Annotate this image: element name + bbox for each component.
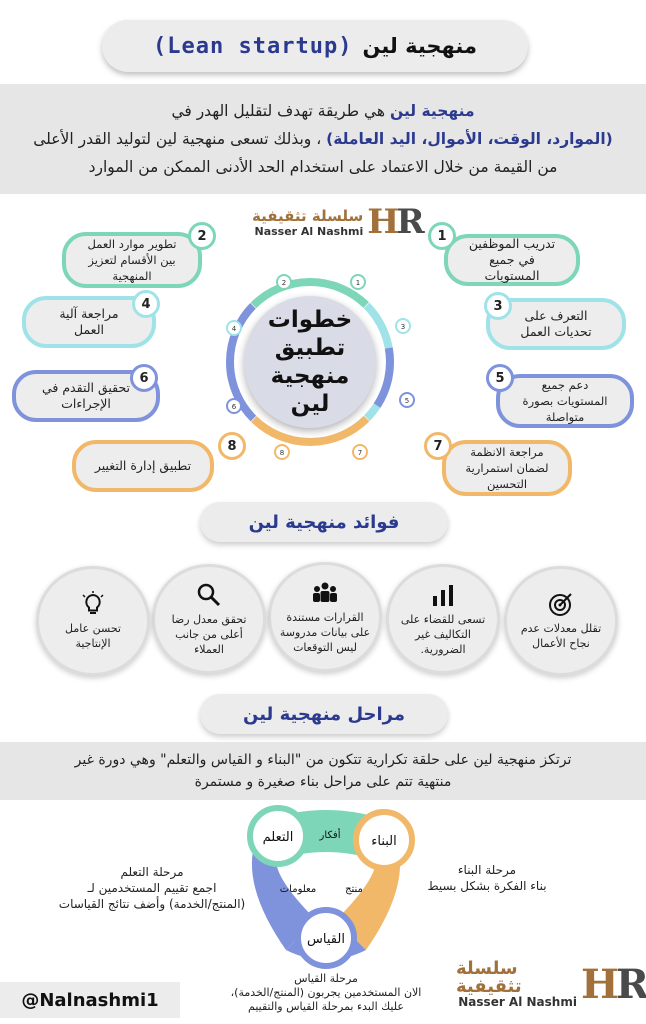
benefit-1-text: تقلل معدلات عدم نجاح الأعمال (520, 622, 602, 650)
measure-description: مرحلة القياس الان المستخدمين يجربون (المنتج/الخدمة)، عليك البدء بمرحلة القياس والتقييم (230, 972, 422, 1013)
step-2 (62, 232, 202, 288)
stages-intro-line-2: منتهية تتم على مراحل بناء صغيرة و مستمرة (194, 774, 452, 790)
bottom-logo-english: Nasser Al Nashmi (458, 995, 577, 1009)
intro-highlight-1: منهجية لين (390, 102, 475, 120)
logo-arabic: سلسلة تثقيفية (252, 206, 364, 225)
lightbulb-icon (80, 591, 106, 617)
top-logo (252, 202, 422, 242)
people-icon (312, 580, 338, 606)
intro-line-3: من القيمة من خلال الاعتماد على استخدام الحد الأدنى الممكن من الموارد (88, 158, 558, 176)
step-1-text: تدريب الموظفين في جميع المستويات (468, 236, 556, 283)
stages-title: مراحل منهجية لين (200, 694, 448, 734)
step-4-number: 4 (132, 290, 160, 318)
step-1-number: 1 (428, 222, 456, 250)
benefit-3 (268, 562, 382, 672)
build-label: البناء (371, 834, 397, 849)
step-3-text: التعرف على تحديات العمل (520, 308, 592, 339)
benefits-title: فوائد منهجية لين (200, 502, 448, 542)
step-8-text: تطبيق إدارة التغيير (94, 458, 192, 473)
benefit-1 (504, 566, 618, 676)
logo-english: Nasser Al Nashmi (254, 224, 364, 238)
intro-line-1 (171, 99, 474, 123)
step-5-text: دعم جميع المستويات بصورة متواصلة (522, 378, 608, 424)
step-7-text: مراجعة الانظمة لضمان استمرارية التحسين (465, 445, 549, 491)
learn-description: مرحلة التعلم اجمع تقييم المستخدمين لـ (المنتج/الخدمة) وأضف نتائج القياسات (58, 865, 246, 911)
ideas-label: أفكار (319, 830, 341, 841)
intro-band (0, 84, 646, 194)
benefit-4-text: تحقق معدل رضا أعلى من جانب العملاء (171, 612, 247, 656)
title-pill (102, 20, 528, 72)
step-2-number: 2 (188, 222, 216, 250)
step-8-number: 8 (218, 432, 246, 460)
benefit-2 (386, 564, 500, 674)
measure-label: القياس (307, 932, 345, 947)
step-8 (72, 440, 214, 492)
title-arabic: منهجية لين (362, 34, 477, 58)
bar-chart-icon (430, 582, 456, 608)
search-icon (196, 582, 222, 608)
step-5 (496, 374, 634, 428)
title-english: (Lean startup) (153, 33, 353, 59)
hr-logo-icon: HR (367, 202, 422, 242)
ring-marker-5-label: 5 (404, 397, 410, 405)
product-label: منتج (345, 884, 363, 895)
benefit-5 (36, 566, 150, 676)
benefit-3-text: القرارات مستندة على بيانات مدروسة ليس التوقعات (279, 610, 371, 654)
ring-marker-6-label: 6 (231, 403, 237, 411)
social-handle: @Nalnashmi1 (0, 982, 180, 1018)
step-1 (444, 234, 580, 286)
stages-band (0, 742, 646, 800)
intro-text-2: ، وبذلك تسعى منهجية لين لتوليد القدر الأعلى (33, 130, 327, 148)
build-description: مرحلة البناء بناء الفكرة بشكل بسيط (427, 863, 547, 893)
step-5-number: 5 (486, 364, 514, 392)
step-4-text: مراجعة آلية العمل (59, 306, 119, 337)
benefit-4 (152, 564, 266, 674)
center-title: خطوات تطبيق منهجية لين (267, 307, 353, 417)
step-7 (442, 440, 572, 496)
target-icon (548, 591, 574, 617)
bottom-hr-logo-icon: HR (580, 961, 646, 1008)
ring-marker-1-label: 1 (355, 279, 361, 287)
step-3-number: 3 (484, 292, 512, 320)
intro-highlight-2: (الموارد، الوقت، الأموال، اليد العاملة) (326, 130, 613, 148)
ring-marker-4-label: 4 (231, 325, 237, 333)
ring-marker-3-label: 3 (400, 323, 406, 331)
stages-intro-line-1: ترتكز منهجية لين على حلقة تكرارية تتكون من "البناء و القياس والتعلم" وهي دورة غير (74, 752, 572, 768)
step-6-text: تحقيق التقدم في الإجراءات (41, 380, 131, 411)
benefit-5-text: تحسن عامل الإنتاجية (65, 622, 121, 650)
benefit-2-text: تسعى للقضاء على التكاليف غير الضرورية. (400, 612, 486, 656)
bottom-logo (456, 960, 646, 1009)
step-6-number: 6 (130, 364, 158, 392)
ring-marker-8-label: 8 (279, 449, 285, 457)
bottom-logo-arabic: سلسلة تثقيفية (456, 958, 522, 997)
step-7-number: 7 (424, 432, 452, 460)
center-circle (244, 296, 376, 428)
ring-marker-7-label: 7 (357, 449, 363, 457)
ring-marker-2-label: 2 (281, 279, 287, 287)
intro-line-2 (33, 127, 613, 151)
learn-label: التعلم (262, 830, 294, 845)
step-2-text: تطوير موارد العمل بين الأقسام لتعزيز المنهجية (87, 237, 177, 283)
info-label: معلومات (279, 884, 317, 895)
build-measure-learn-cycle (226, 800, 426, 972)
intro-text-1: هي طريقة تهدف لتقليل الهدر في (171, 102, 391, 120)
